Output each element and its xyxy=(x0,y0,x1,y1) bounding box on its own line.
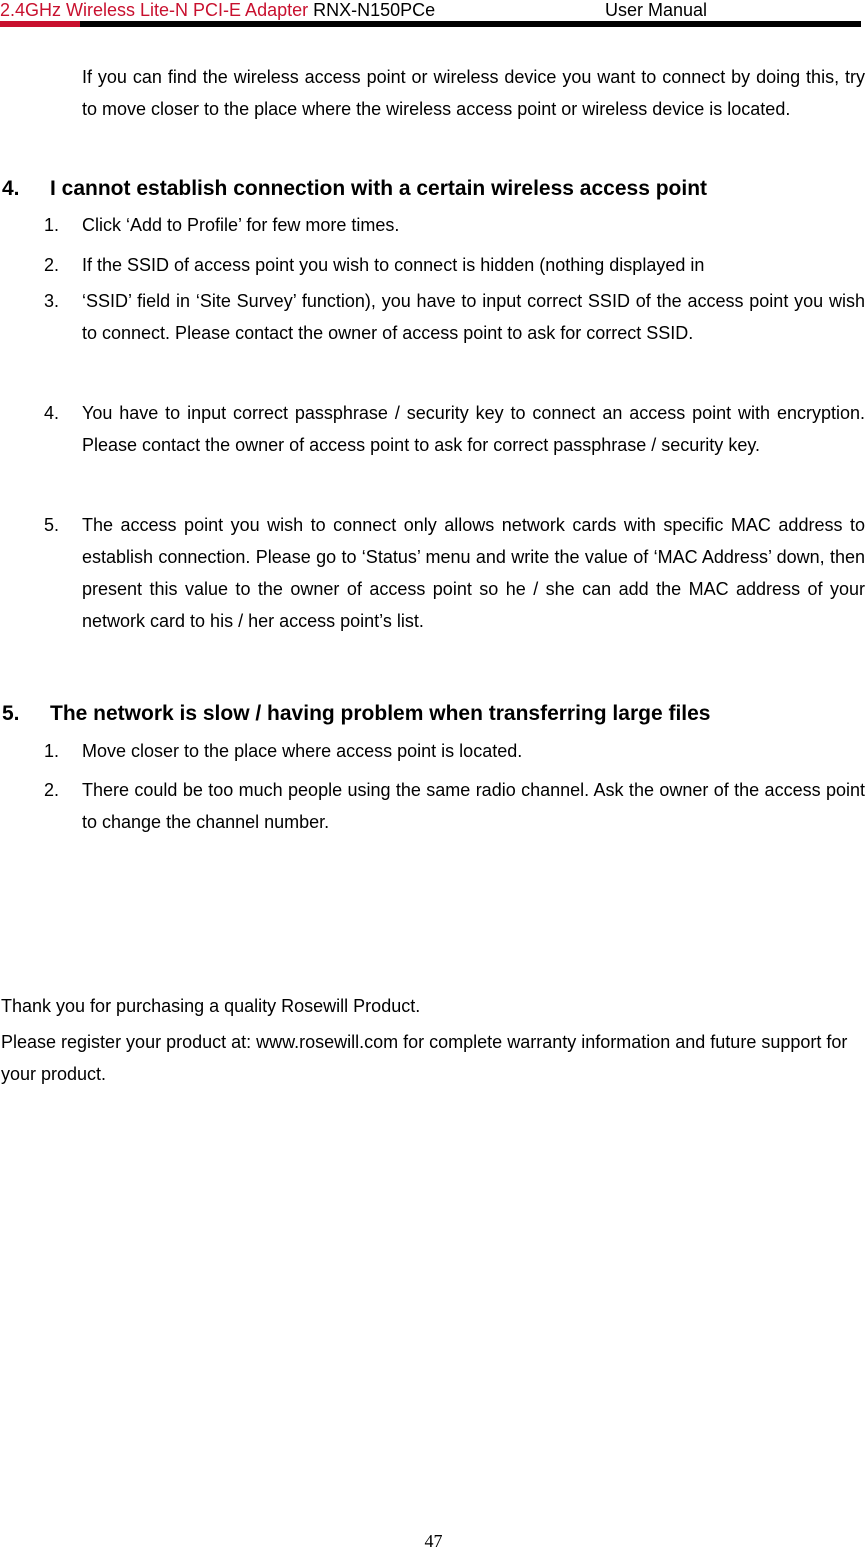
list-item-number: 2. xyxy=(44,255,60,275)
section-number: 5. xyxy=(2,702,20,725)
header-rule xyxy=(80,21,861,27)
list-item-number: 5. xyxy=(44,515,60,535)
list-item-text: The access point you wish to connect only allows network cards with specific MAC address to establish connection. Please go to ‘Status’ menu and write the value of ‘MAC Address’ down, then present this value to the owner of access point so he / she can add the MAC address of your network card to his / her access point’s list. xyxy=(82,515,865,631)
list-item-text: You have to input correct passphrase / security key to connect an access point with encryption. Please contact the owner of access point to ask for correct passphrase / security key. xyxy=(82,403,865,455)
list-item-number: 3. xyxy=(44,291,60,311)
list-item-text: Click ‘Add to Profile’ for few more times. xyxy=(82,215,400,235)
section-title: I cannot establish connection with a certain wireless access point xyxy=(50,177,708,200)
list-item-number: 4. xyxy=(44,403,60,423)
intro-paragraph: If you can find the wireless access point or wireless device you want to connect by doing this, try to move closer to the place where the wireless access point or wireless device is located. xyxy=(82,67,865,119)
header-rule-accent xyxy=(0,21,80,27)
header-model-number: RNX-N150PCe xyxy=(313,0,436,20)
page-header xyxy=(0,0,867,20)
list-item-number: 1. xyxy=(44,741,60,761)
section-number: 4. xyxy=(2,177,20,200)
list-item-text: If the SSID of access point you wish to connect is hidden (nothing displayed in xyxy=(82,255,705,275)
thank-you-text: Thank you for purchasing a quality Rosewill Product. xyxy=(1,996,421,1016)
list-item-text: There could be too much people using the same radio channel. Ask the owner of the access point to change the channel number. xyxy=(82,780,865,832)
register-text: Please register your product at: www.rosewill.com for complete warranty information and future support for your product. xyxy=(1,1032,848,1084)
list-item-text: ‘SSID’ field in ‘Site Survey’ function), you have to input correct SSID of the access point you wish to connect. Please contact the owner of access point to ask for correct SSID. xyxy=(82,291,865,343)
list-item-number: 1. xyxy=(44,215,60,235)
section-title: The network is slow / having problem when transferring large files xyxy=(50,702,711,725)
header-manual-label: User Manual xyxy=(605,0,708,20)
list-item-text: Move closer to the place where access point is located. xyxy=(82,741,523,761)
list-item-number: 2. xyxy=(44,780,60,800)
page-number: 47 xyxy=(424,1531,443,1551)
header-product-name: 2.4GHz Wireless Lite-N PCI-E Adapter xyxy=(0,0,309,20)
